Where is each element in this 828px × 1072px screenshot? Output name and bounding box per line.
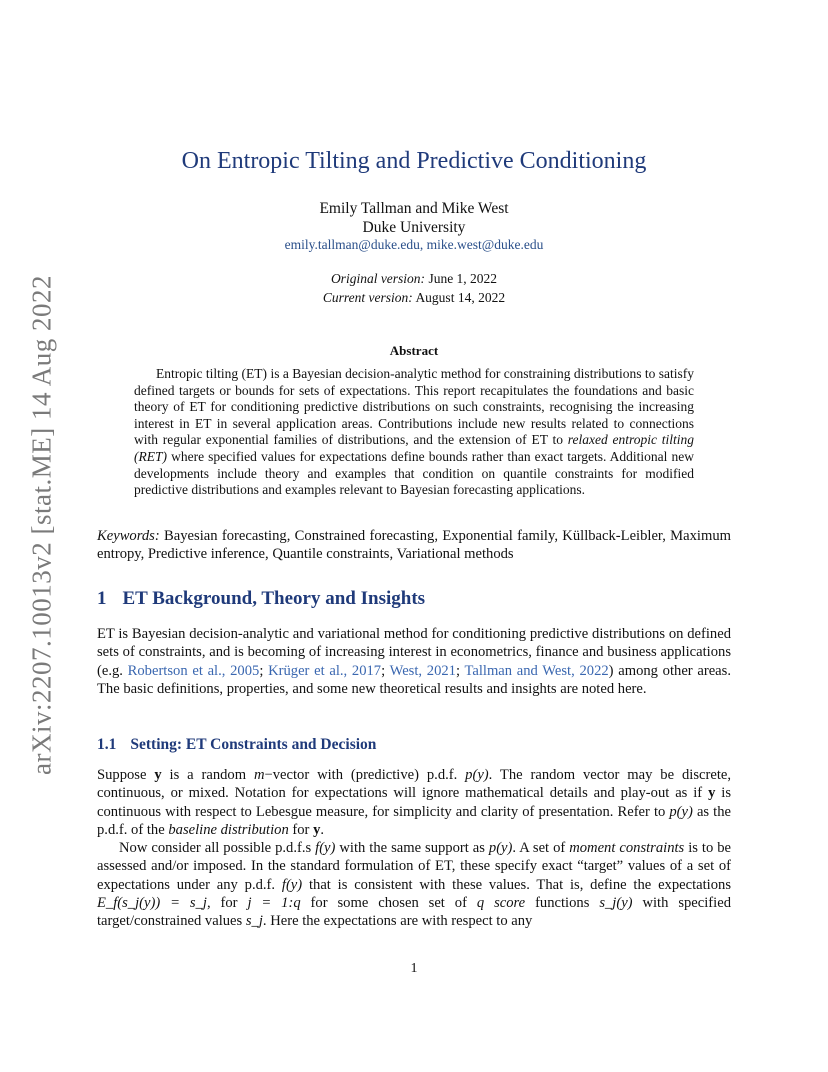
abstract-text-1: Entropic tilting (ET) is a Bayesian decision-analytic method for constraining distributions to satisfy defined targets or bounds for sets of expectations. This report recapitulates the foundations and basic theory of ET for conditioning predictive distributions on such constraints, recognising the increasing interest in ET in several application areas. Contributions include new results related to connections with regular exponential families of distributions, and the extension of ET to xyxy=(134,366,694,448)
subsection-number: 1.1 xyxy=(97,736,117,753)
text: functions xyxy=(525,894,600,911)
math-fy: f(y) xyxy=(281,876,303,893)
citation-robertson[interactable]: Robertson et al., 2005 xyxy=(127,662,260,679)
text: is continuous with respect to Lebesgue measure, for simplicity and clarity of presentation. Refer to xyxy=(97,785,731,820)
subsection-title: Setting: ET Constraints and Decision xyxy=(130,736,377,753)
keywords-text: Bayesian forecasting, Constrained forecasting, Exponential family, Küllback-Leibler, Maximum entropy, Predictive inference, Quantile constraints, Variational methods xyxy=(97,528,731,563)
current-version-label: Current version: xyxy=(322,290,413,305)
term-baseline: baseline distribution xyxy=(168,821,289,838)
paragraph-3 xyxy=(97,839,731,930)
math-py: p(y) xyxy=(488,840,513,856)
math-sj: s_j xyxy=(245,913,263,930)
section-title: ET Background, Theory and Insights xyxy=(122,588,426,609)
page-number: 1 xyxy=(410,961,418,976)
text: . The random vector may be discrete, continuous, or mixed. Notation for expectations will ignore mathematical details and play-out as if xyxy=(97,767,731,802)
sep: ; xyxy=(259,662,269,679)
text: with the same support as xyxy=(335,840,489,856)
text: −vector with (predictive) p.d.f. xyxy=(264,767,466,783)
text: is a random xyxy=(161,767,254,783)
citation-west[interactable]: West, 2021 xyxy=(389,662,456,679)
author-block xyxy=(0,199,828,237)
section-heading xyxy=(97,588,425,610)
abstract-text-2: where specified values for expectations define bounds rather than exact targets. Additional new developments include theory and examples that condition on quantile constraints for modified predictive distributions and examples relevant to Bayesian forecasting applications. xyxy=(134,448,694,498)
original-version-label: Original version: xyxy=(330,271,426,286)
math-jq: j = 1:q xyxy=(247,894,301,911)
para-1-text-b: ) among other areas. The basic definitions, properties, and some new theoretical results and insights are noted here. xyxy=(97,662,731,697)
math-q: q xyxy=(476,894,485,911)
affiliation: Duke University xyxy=(362,219,466,236)
text: Now consider all possible p.d.f.s xyxy=(119,840,316,856)
math-expectation: E_f(s_j(y)) = s_j xyxy=(97,894,207,911)
keywords xyxy=(97,527,731,563)
text: , for xyxy=(206,894,248,911)
text: for xyxy=(288,821,314,838)
term-score: score xyxy=(494,894,526,911)
text: for some chosen set of xyxy=(300,894,477,911)
author-emails[interactable]: emily.tallman@duke.edu, mike.west@duke.edu xyxy=(284,237,544,252)
paragraph-2 xyxy=(97,766,731,839)
math-sjy: s_j(y) xyxy=(599,894,633,911)
abstract-body xyxy=(134,366,694,499)
text: with specified target/constrained values xyxy=(97,894,732,930)
text: is to be assessed and/or imposed. In the standard formulation of ET, these specify exact “target” values of a set of expectations under any p.d.f. xyxy=(97,840,732,893)
citation-tallman-west[interactable]: Tallman and West, 2022 xyxy=(464,662,609,679)
math-y: y xyxy=(708,785,716,802)
text: . Here the expectations are with respect to any xyxy=(262,913,533,930)
sep: ; xyxy=(455,662,465,679)
math-y: y xyxy=(313,821,321,838)
arxiv-stamp: arXiv:2207.10013v2 [stat.ME] 14 Aug 2022 xyxy=(26,275,57,775)
math-y: y xyxy=(154,767,162,783)
text: as the p.d.f. of the xyxy=(97,803,731,838)
text: . A set of xyxy=(512,840,570,856)
term-moment-constraints: moment constraints xyxy=(569,840,685,856)
text: Suppose xyxy=(97,767,155,783)
abstract-italic: relaxed entropic tilting (RET) xyxy=(134,432,694,464)
original-version-value: June 1, 2022 xyxy=(428,271,498,286)
math-fy: f(y) xyxy=(315,840,336,856)
citation-kruger[interactable]: Krüger et al., 2017 xyxy=(268,662,382,679)
math-py: p(y) xyxy=(669,803,693,820)
subsection-heading xyxy=(97,736,376,754)
para-1-text-a: ET is Bayesian decision-analytic and variational method for conditioning predictive distributions on defined sets of constraints, and is becoming of increasing interest in econometrics, finance and business applications (e.g. xyxy=(97,626,731,679)
current-version-value: August 14, 2022 xyxy=(415,290,506,305)
text: that is consistent with these values. That is, define the expectations xyxy=(302,876,732,893)
current-version xyxy=(0,288,828,307)
math-m: m xyxy=(253,767,265,783)
sep: ; xyxy=(381,662,390,679)
math-py: p(y) xyxy=(465,767,489,783)
abstract-heading: Abstract xyxy=(389,343,439,358)
text: . xyxy=(320,821,325,838)
authors: Emily Tallman and Mike West xyxy=(319,200,509,217)
paragraph-1 xyxy=(97,625,731,698)
keywords-label: Keywords: xyxy=(97,528,160,544)
paper-title: On Entropic Tilting and Predictive Conditioning xyxy=(181,148,647,174)
original-version xyxy=(0,269,828,288)
section-number: 1 xyxy=(97,588,107,609)
version-dates xyxy=(0,269,828,307)
